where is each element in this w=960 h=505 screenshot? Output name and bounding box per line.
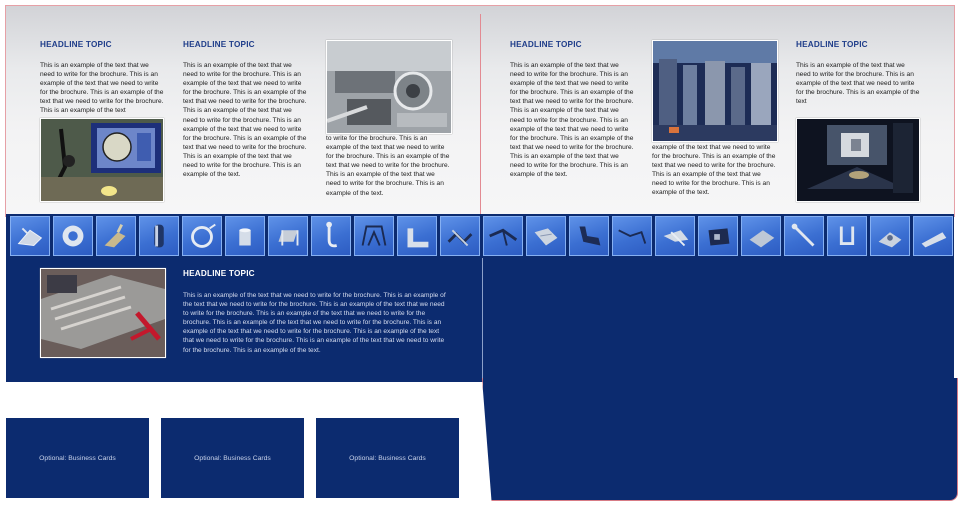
part-thumb-frame	[354, 216, 394, 256]
business-card-slot	[316, 418, 459, 498]
part-thumb-angle-bracket	[397, 216, 437, 256]
panel4-text: This is an example of the text that we need to write for the brochure. This is an example of the text that we need to write for the brochure. This is an example of the text that we need to write for the brochure. This is an example of the text that we need to write for the brochure. This is an example of the text that we need to write for the brochure. This is an example of the text that we need to write for the brochure. This is an example of the text that we need to write for the brochure. This is an example of the text.	[510, 62, 634, 179]
panel2-headline: HEADLINE TOPIC	[183, 40, 255, 49]
panel3-text: to write for the brochure. This is an example of the text that we need to write for the brochure. This is an example of the text that we need to write for the brochure. This is an example of the text that we need to write for the brochure. This is an example of the text.	[326, 135, 450, 197]
part-thumb-spring-clip	[268, 216, 308, 256]
part-thumb-flat-bracket	[741, 216, 781, 256]
business-card-label: Optional: Business Cards	[39, 454, 116, 462]
part-thumb-channel	[569, 216, 609, 256]
lab-microscope-photo	[40, 118, 164, 202]
business-card-label: Optional: Business Cards	[194, 454, 271, 462]
part-thumb-ring-clip	[182, 216, 222, 256]
fold-guide-line	[480, 14, 481, 214]
panel4-headline: HEADLINE TOPIC	[510, 40, 582, 49]
panel2-text: This is an example of the text that we need to write for the brochure. This is an example of the text that we need to write for the brochure. This is an example of the text that we need to write for the brochure. This is an example of the text that we need to write for the brochure. This is an example of the text that we need to write for the brochure. This is an example of the text that we need to write for the brochure. This is an example of the text that we need to write for the brochure. This is an example of the text.	[183, 62, 307, 179]
pocket-inner-guide	[482, 258, 953, 378]
panel6-text: This is an example of the text that we need to write for the brochure. This is an example of the text that we need to write for the brochure. This is an example of the text	[796, 62, 920, 106]
part-thumb-wire-form	[612, 216, 652, 256]
machinery-photo-3	[796, 118, 920, 202]
part-thumb-clamp	[655, 216, 695, 256]
machinery-photo-2	[652, 40, 778, 142]
parts-thumbnail-strip	[10, 216, 954, 258]
machinery-photo-1	[326, 40, 452, 134]
panel5-text: example of the text that we need to write for the brochure. This is an example of the text that we need to write for the brochure. This is an example of the text that we need to write for the brochure. This is an example of the text.	[652, 144, 776, 197]
business-card-slot	[161, 418, 304, 498]
part-thumb-hook	[311, 216, 351, 256]
part-thumb-u-bracket	[827, 216, 867, 256]
folder-pocket	[482, 378, 958, 501]
metal-parts-photo	[40, 268, 166, 358]
part-thumb-spring	[440, 216, 480, 256]
part-thumb-lever	[483, 216, 523, 256]
business-card-label: Optional: Business Cards	[349, 454, 426, 462]
part-thumb-hinge	[870, 216, 910, 256]
panel1-text: This is an example of the text that we need to write for the brochure. This is an example of the text that we need to write for the brochure. This is an example of the text that we need to write for the brochure. This is an example of the text	[40, 62, 164, 115]
part-thumb-rod	[784, 216, 824, 256]
bottom-text: This is an example of the text that we need to write for the brochure. This is an example of the text that we need to write for the brochure. This is an example of the text that we need to write for the brochure. This is an example of the text that we need to write for the brochure. This is an example of the text that we need to write for the brochure. This is an example of the text that we need to write for the brochure. This is an example of the text that we need to write for the brochure. This is an example of the text that we need to write for the brochure. This is an example of the text.	[183, 292, 446, 354]
bottom-headline: HEADLINE TOPIC	[183, 269, 255, 278]
panel6-headline: HEADLINE TOPIC	[796, 40, 868, 49]
business-card-slot	[6, 418, 149, 498]
part-thumb-sleeve	[139, 216, 179, 256]
part-thumb-tab-plate	[913, 216, 953, 256]
panel1-headline: HEADLINE TOPIC	[40, 40, 112, 49]
part-thumb-bracket	[96, 216, 136, 256]
part-thumb-washer	[53, 216, 93, 256]
part-thumb-clip	[10, 216, 50, 256]
part-thumb-tube	[225, 216, 265, 256]
part-thumb-plate	[698, 216, 738, 256]
part-thumb-bent-strip	[526, 216, 566, 256]
